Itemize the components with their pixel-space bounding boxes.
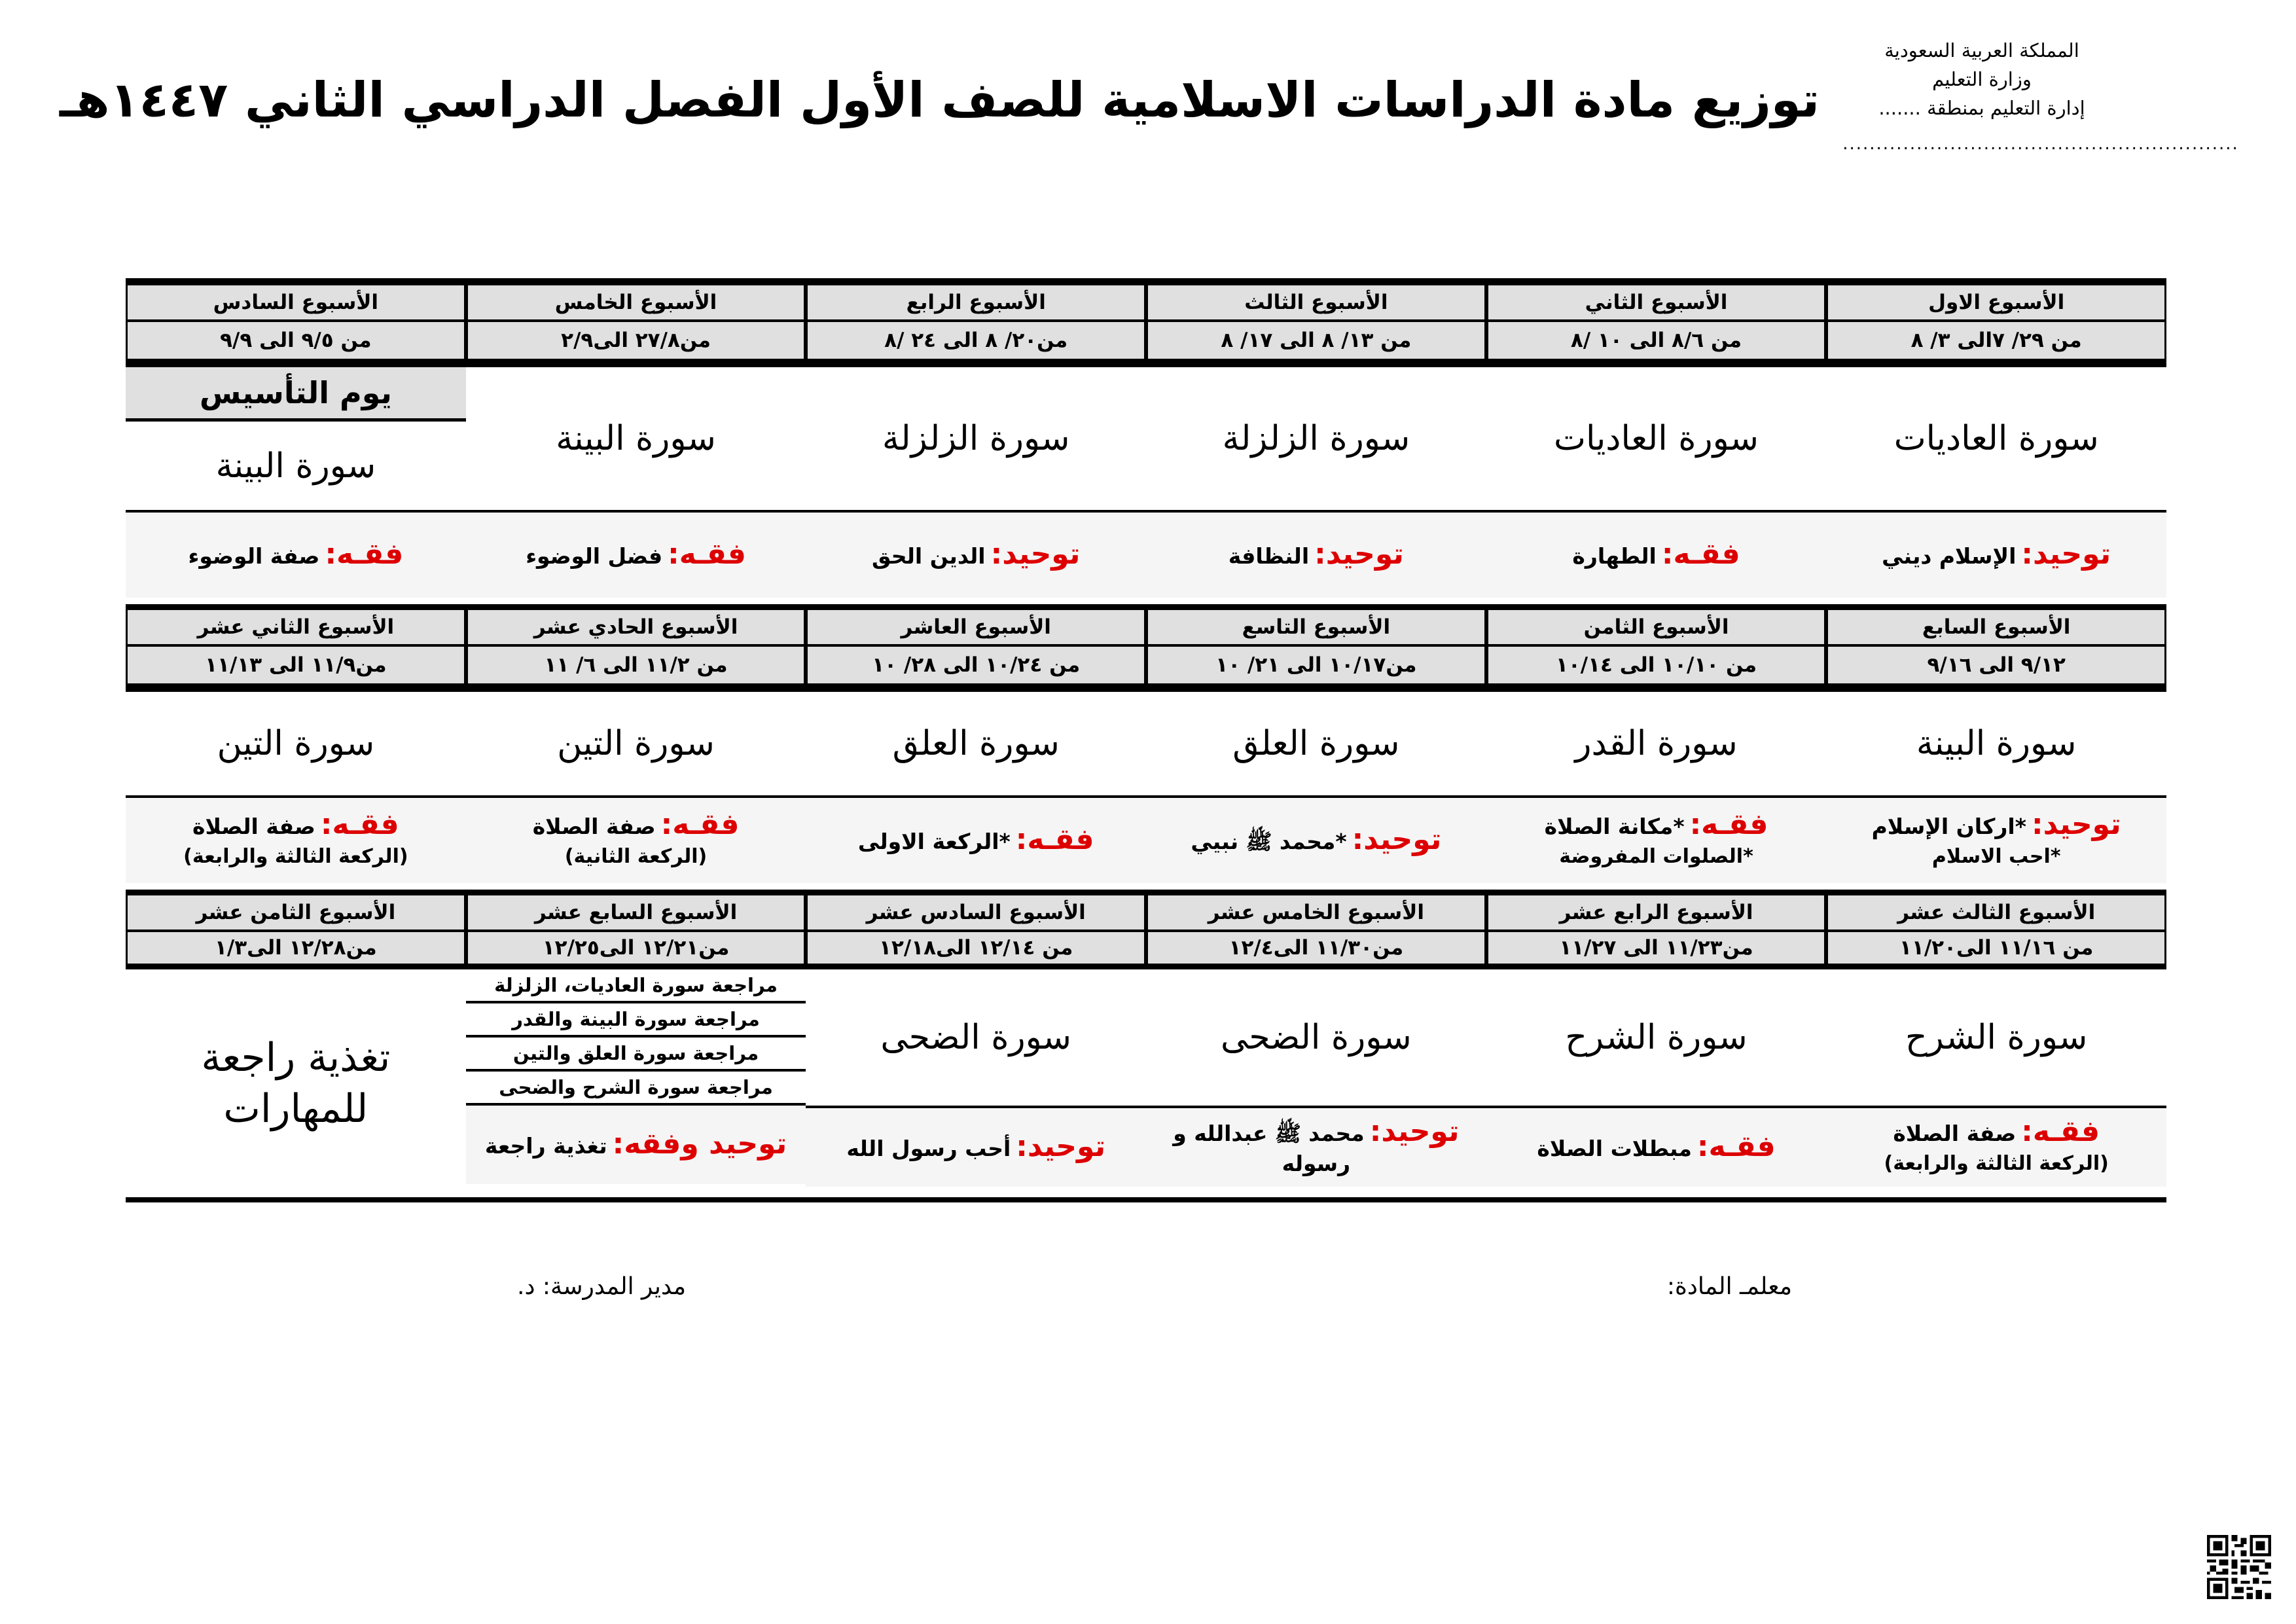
lesson-label: توحيد وفقه: — [612, 1127, 787, 1161]
week-dates: ٩/١٢ الى ٩/١٦ — [1828, 647, 2164, 690]
lesson-label: توحيد: — [1016, 1129, 1106, 1163]
surah: سورة الضحى — [806, 969, 1146, 1108]
week-title: الأسبوع العاشر — [808, 610, 1144, 647]
surah: سورة القدر — [1486, 692, 1827, 798]
org-dotted-line: ........................................................... — [1842, 134, 2239, 154]
band-weeks-7-12 — [126, 608, 2166, 883]
lesson-text: النظافة — [1228, 543, 1310, 569]
week-dates: من ١٣/ ٨ الى ١٧/ ٨ — [1148, 322, 1484, 365]
lesson-text: الدين الحق — [872, 543, 986, 569]
week-dates: من١١/٢٣ الى ١١/٢٧ — [1488, 932, 1825, 967]
surah: سورة الزلزلة — [806, 367, 1146, 513]
lesson — [1146, 798, 1486, 883]
lesson — [1146, 513, 1486, 598]
surah: سورة العاديات — [1486, 367, 1827, 513]
surah: سورة العلق — [806, 692, 1146, 798]
lesson-text: صفة الصلاة — [192, 813, 315, 839]
week-title: الأسبوع الثاني عشر — [128, 610, 464, 647]
band-divider — [126, 598, 2166, 608]
feedback-line-1: تغذية راجعة — [201, 1035, 391, 1081]
lesson-text: *الركعة الاولى — [857, 828, 1011, 854]
week-dates: من١٠/١٧ الى ٢١/ ١٠ — [1148, 647, 1484, 690]
band-weeks-1-6 — [126, 283, 2166, 598]
qr-code-icon — [2207, 1535, 2271, 1599]
principal-signature: مدير المدرسة: د. — [517, 1273, 687, 1300]
lesson-subtext: (الركعة الثالثة والرابعة) — [1884, 1151, 2109, 1175]
lesson-text: صفة الوضوء — [188, 543, 320, 569]
week-dates: من ٨/٦ الى ١٠ /٨ — [1488, 322, 1825, 365]
surah: سورة الزلزلة — [1146, 367, 1486, 513]
lesson — [1486, 798, 1827, 883]
lesson-label: فقـه: — [2021, 1114, 2100, 1148]
week-dates: من ١٢/١٤ الى١٢/١٨ — [808, 932, 1144, 967]
page-title: توزيع مادة الدراسات الاسلامية للصف الأول الفصل الدراسي الثاني ١٤٤٧هـ — [59, 72, 1820, 128]
lesson — [806, 1108, 1146, 1187]
week-dates: من١١/٣٠ الى١٢/٤ — [1148, 932, 1484, 967]
lesson-text: أحب رسول الله — [846, 1135, 1011, 1161]
surah: سورة التين — [466, 692, 806, 798]
week-cell — [806, 283, 1146, 598]
lesson-subtext: *احب الاسلام — [1931, 844, 2061, 868]
week-cell — [1826, 893, 2166, 1197]
week-dates: من ١٠/١٠ الى ١٠/١٤ — [1488, 647, 1825, 690]
week-dates: من ١١/١٦ الى١١/٢٠ — [1828, 932, 2164, 967]
surah: سورة الشرح — [1826, 969, 2166, 1108]
surah: سورة التين — [126, 692, 466, 798]
week-dates: من١٢/٢١ الى١٢/٢٥ — [468, 932, 804, 967]
lesson-label: فقـه: — [1689, 807, 1768, 841]
special-day-banner: يوم التأسيس — [126, 367, 466, 422]
lesson-subtext: *الصلوات المفروضة — [1559, 844, 1753, 868]
surah: سورة البينة — [126, 422, 466, 513]
lesson-text: *محمد ﷺ نبيي — [1191, 828, 1347, 854]
week-title: الأسبوع الرابع عشر — [1488, 895, 1825, 932]
week-dates: من ١٠/٢٤ الى ٢٨/ ١٠ — [808, 647, 1144, 690]
week-title: الأسبوع السادس — [128, 285, 464, 322]
lesson-text: مبطلات الصلاة — [1537, 1135, 1692, 1161]
week-dates: من٢٠/ ٨ الى ٢٤ /٨ — [808, 322, 1144, 365]
lesson — [466, 798, 806, 883]
week-dates: من١١/٩ الى ١١/١٣ — [128, 647, 464, 690]
week-cell — [126, 608, 466, 883]
week-title: الأسبوع الثامن عشر — [128, 895, 464, 932]
lesson — [1486, 1108, 1827, 1187]
lesson-text: *اركان الإسلام — [1871, 813, 2026, 839]
review-item: مراجعة سورة العاديات، الزلزلة — [466, 969, 806, 1003]
week-cell — [1146, 283, 1486, 598]
lesson-label: فقـه: — [325, 537, 404, 571]
lesson-label: توحيد: — [1314, 537, 1404, 571]
lesson-label: توحيد: — [1352, 822, 1442, 856]
week-title: الأسبوع الثالث — [1148, 285, 1484, 322]
lesson-text: الطهارة — [1572, 543, 1657, 569]
lesson — [466, 513, 806, 598]
lesson-label: فقـه: — [660, 807, 740, 841]
skills-feedback — [126, 969, 466, 1197]
lesson-text: الإسلام ديني — [1882, 543, 2017, 569]
week-title: الأسبوع الاول — [1828, 285, 2164, 322]
band-weeks-13-18 — [126, 893, 2166, 1197]
organization-header — [1799, 36, 2165, 122]
week-dates: من١٢/٢٨ الى١/٣ — [128, 932, 464, 967]
week-cell — [1486, 608, 1827, 883]
week-dates: من ١١/٢ الى ٦/ ١١ — [468, 647, 804, 690]
lesson-label: فقـه: — [668, 537, 746, 571]
surah: سورة العاديات — [1826, 367, 2166, 513]
teacher-signature: معلمـ المادة: — [1666, 1273, 1792, 1300]
lesson — [126, 798, 466, 883]
week-cell — [466, 893, 806, 1197]
week-title: الأسبوع التاسع — [1148, 610, 1484, 647]
week-cell — [466, 283, 806, 598]
week-cell — [1826, 608, 2166, 883]
review-item: مراجعة سورة الشرح والضحى — [466, 1072, 806, 1106]
week-title: الأسبوع الخامس — [468, 285, 804, 322]
lesson-label: فقـه: — [1696, 1129, 1776, 1163]
lesson — [1826, 798, 2166, 883]
week-title: الأسبوع الرابع — [808, 285, 1144, 322]
week-title: الأسبوع السابع عشر — [468, 895, 804, 932]
lesson — [806, 513, 1146, 598]
week-title: الأسبوع الخامس عشر — [1148, 895, 1484, 932]
feedback-line-2: للمهارات — [223, 1086, 368, 1132]
lesson-subtext: (الركعة الثالثة والرابعة) — [183, 844, 408, 868]
schedule-table — [126, 278, 2166, 1202]
week-cell — [1486, 283, 1827, 598]
surah: سورة البينة — [466, 367, 806, 513]
surah: سورة الضحى — [1146, 969, 1486, 1108]
org-line-region: إدارة التعليم بمنطقة ....... — [1878, 97, 2085, 119]
week-cell — [466, 608, 806, 883]
week-title: الأسبوع الثاني — [1488, 285, 1825, 322]
week-cell — [806, 608, 1146, 883]
week-dates: من٢٧/٨ الى٢/٩ — [468, 322, 804, 365]
lesson — [126, 513, 466, 598]
week-cell — [1146, 608, 1486, 883]
week-dates: من ٢٩/ ٧الى ٣/ ٨ — [1828, 322, 2164, 365]
lesson-label: فقـه: — [320, 807, 399, 841]
org-line-kingdom: المملكة العربية السعودية — [1884, 39, 2079, 62]
lesson — [1146, 1108, 1486, 1187]
lesson-text: محمد ﷺ عبدالله و رسوله — [1173, 1120, 1365, 1176]
lesson — [806, 798, 1146, 883]
week-cell — [1486, 893, 1827, 1197]
week-dates: من ٩/٥ الى ٩/٩ — [128, 322, 464, 365]
review-item: مراجعة سورة العلق والتين — [466, 1038, 806, 1072]
week-title: الأسبوع السابع — [1828, 610, 2164, 647]
week-cell — [1826, 283, 2166, 598]
week-title: الأسبوع الثامن — [1488, 610, 1825, 647]
surah: سورة البينة — [1826, 692, 2166, 798]
week-cell — [126, 893, 466, 1197]
lesson-text: تغذية راجعة — [484, 1132, 607, 1159]
lesson — [1826, 513, 2166, 598]
week-cell — [806, 893, 1146, 1197]
lesson-text: صفة الصلاة — [1893, 1120, 2017, 1146]
lesson-label: فقـه: — [1661, 537, 1740, 571]
lesson-label: توحيد: — [2021, 537, 2111, 571]
lesson-label: فقـه: — [1015, 822, 1094, 856]
lesson — [466, 1106, 806, 1184]
week-title: الأسبوع السادس عشر — [808, 895, 1144, 932]
week-title: الأسبوع الثالث عشر — [1828, 895, 2164, 932]
lesson-text: فضل الوضوء — [526, 543, 663, 569]
week-title: الأسبوع الحادي عشر — [468, 610, 804, 647]
week-cell — [126, 283, 466, 598]
week-cell — [1146, 893, 1486, 1197]
review-item: مراجعة سورة البينة والقدر — [466, 1003, 806, 1038]
surah: سورة العلق — [1146, 692, 1486, 798]
lesson-label: توحيد: — [990, 537, 1081, 571]
lesson-subtext: (الركعة الثانية) — [564, 844, 708, 868]
lesson — [1486, 513, 1827, 598]
lesson-label: توحيد: — [2031, 807, 2121, 841]
lesson-text: *مكانة الصلاة — [1544, 813, 1685, 839]
lesson-text: صفة الصلاة — [532, 813, 656, 839]
lesson — [1826, 1108, 2166, 1187]
surah: سورة الشرح — [1486, 969, 1827, 1108]
org-line-ministry: وزارة التعليم — [1932, 68, 2032, 90]
band-divider — [126, 883, 2166, 893]
lesson-label: توحيد: — [1369, 1114, 1460, 1148]
